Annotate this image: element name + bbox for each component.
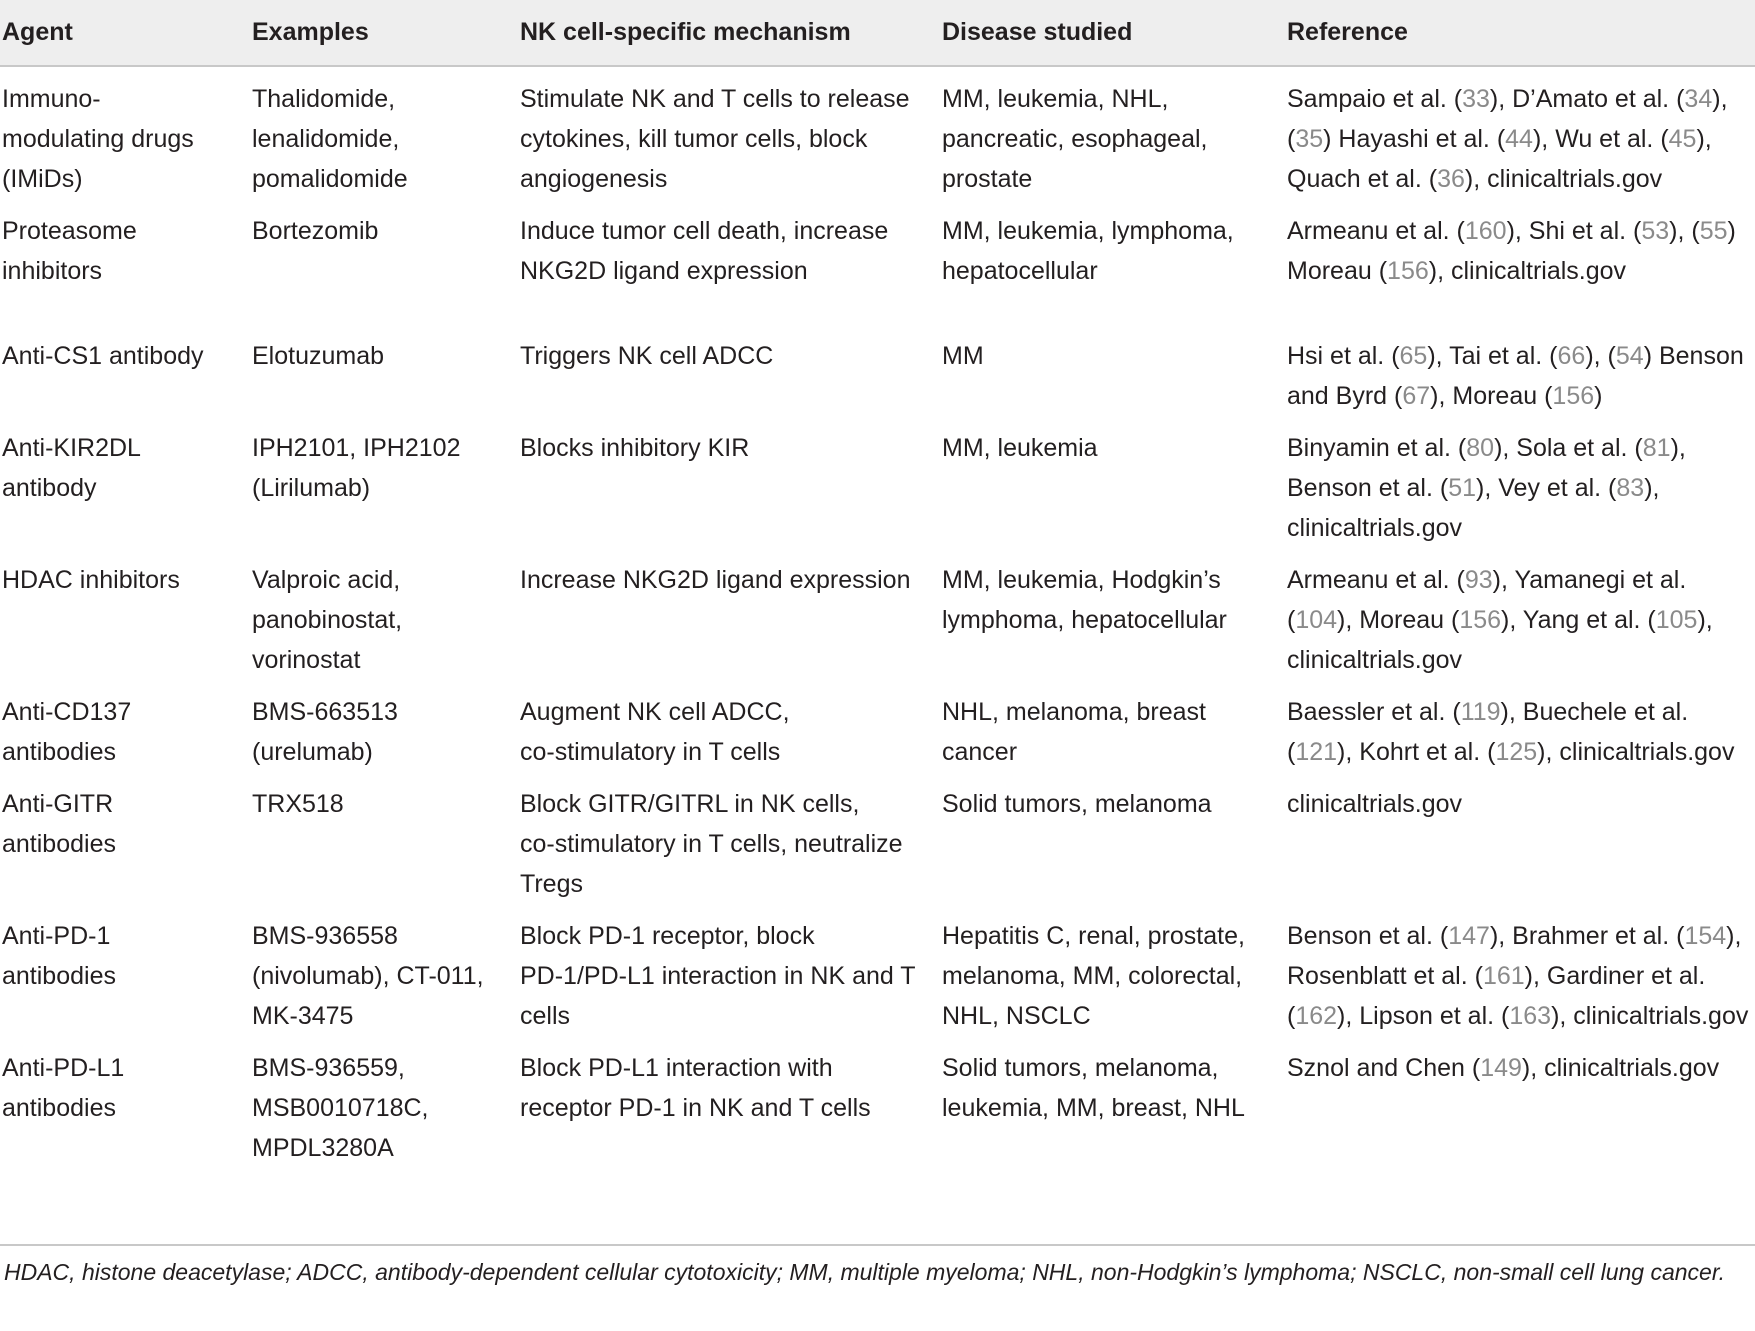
reference-text: Baessler et al. (119), Buechele et al. (121), Kohrt et al. (125), clinicaltrials.gov <box>1287 698 1735 766</box>
examples-cell <box>252 548 520 680</box>
disease-text: Solid tumors, melanoma, leukemia, MM, breast, NHL <box>942 1054 1245 1122</box>
agent-text: Anti-KIR2DL antibody <box>2 434 141 502</box>
citation-number[interactable]: 55 <box>1699 217 1728 245</box>
citation-number[interactable]: 154 <box>1684 922 1727 950</box>
mechanism-text: Block PD-1 receptor, block PD-1/PD-L1 interaction in NK and T cells <box>520 922 916 1030</box>
examples-cell <box>252 66 520 199</box>
examples-cell <box>252 1036 520 1168</box>
table-row <box>0 66 1755 199</box>
examples-cell <box>252 199 520 324</box>
examples-text: BMS-936559, MSB0010718C, MPDL3280A <box>252 1054 429 1162</box>
examples-cell <box>252 324 520 416</box>
disease-cell <box>942 680 1287 772</box>
reference-text: Sznol and Chen (149), clinicaltrials.gov <box>1287 1054 1720 1082</box>
mechanism-text: Blocks inhibitory KIR <box>520 434 750 462</box>
agent-text: Immuno- modulating drugs (IMiDs) <box>2 85 194 193</box>
disease-text: MM, leukemia <box>942 434 1098 462</box>
disease-cell <box>942 548 1287 680</box>
disease-text: Hepatitis C, renal, prostate, melanoma, MM, colorectal, NHL, NSCLC <box>942 922 1245 1030</box>
footnote-divider <box>0 1244 1755 1246</box>
citation-number[interactable]: 53 <box>1641 217 1670 245</box>
mechanism-cell <box>520 904 942 1036</box>
mechanism-text: Induce tumor cell death, increase NKG2D ligand expression <box>520 217 889 285</box>
table-header-row <box>0 0 1755 66</box>
reference-text: Binyamin et al. (80), Sola et al. (81), Benson et al. (51), Vey et al. (83), clinicaltrials.gov <box>1287 434 1686 542</box>
agent-text: Anti-GITR antibodies <box>2 790 116 858</box>
reference-cell <box>1287 199 1755 324</box>
reference-text: Hsi et al. (65), Tai et al. (66), (54) Benson and Byrd (67), Moreau (156) <box>1287 342 1744 410</box>
mechanism-text: Block GITR/GITRL in NK cells, co-stimulatory in T cells, neutralize Tregs <box>520 790 903 898</box>
reference-text: Armeanu et al. (93), Yamanegi et al. (104), Moreau (156), Yang et al. (105), clinicaltrials.gov <box>1287 566 1713 674</box>
citation-number[interactable]: 81 <box>1642 434 1671 462</box>
mechanism-cell <box>520 548 942 680</box>
table-row <box>0 548 1755 680</box>
mechanism-text: Stimulate NK and T cells to release cytokines, kill tumor cells, block angiogenesis <box>520 85 910 193</box>
citation-number[interactable]: 156 <box>1552 382 1595 410</box>
mechanism-text: Increase NKG2D ligand expression <box>520 566 911 594</box>
agent-text: Anti-CD137 antibodies <box>2 698 132 766</box>
disease-cell <box>942 199 1287 324</box>
mechanism-cell <box>520 324 942 416</box>
disease-text: MM, leukemia, Hodgkin’s lymphoma, hepatocellular <box>942 566 1227 634</box>
mechanism-cell <box>520 1036 942 1168</box>
table-row <box>0 324 1755 416</box>
table-row <box>0 680 1755 772</box>
examples-text: BMS-663513 (urelumab) <box>252 698 398 766</box>
citation-number[interactable]: 161 <box>1482 962 1525 990</box>
reference-cell <box>1287 680 1755 772</box>
disease-cell <box>942 66 1287 199</box>
disease-text: MM <box>942 342 984 370</box>
reference-cell <box>1287 1036 1755 1168</box>
citation-number[interactable]: 36 <box>1437 165 1465 193</box>
mechanism-cell <box>520 772 942 904</box>
examples-text: BMS-936558 (nivolumab), CT-011, MK-3475 <box>252 922 484 1030</box>
reference-cell <box>1287 66 1755 199</box>
citation-number[interactable]: 35 <box>1295 125 1324 153</box>
examples-cell <box>252 416 520 548</box>
header-mechanism: NK cell-specific mechanism <box>520 0 942 66</box>
agent-cell <box>0 1036 252 1168</box>
table-row <box>0 1036 1755 1168</box>
disease-cell <box>942 416 1287 548</box>
agent-cell <box>0 66 252 199</box>
reference-cell <box>1287 548 1755 680</box>
disease-cell <box>942 904 1287 1036</box>
citation-number[interactable]: 93 <box>1464 566 1493 594</box>
mechanism-text: Triggers NK cell ADCC <box>520 342 774 370</box>
mechanism-text: Block PD-L1 interaction with receptor PD-1 in NK and T cells <box>520 1054 871 1122</box>
disease-cell <box>942 1036 1287 1168</box>
disease-text: MM, leukemia, NHL, pancreatic, esophageal, prostate <box>942 85 1208 193</box>
agent-cell <box>0 904 252 1036</box>
agent-text: HDAC inhibitors <box>2 566 180 594</box>
mechanism-cell <box>520 199 942 324</box>
citation-number[interactable]: 80 <box>1466 434 1495 462</box>
reference-text: Benson et al. (147), Brahmer et al. (154), Rosenblatt et al. (161), Gardiner et al. (162), Lipson et al. (163), clinicaltrials.gov <box>1287 922 1749 1030</box>
mechanism-cell <box>520 680 942 772</box>
citation-number[interactable]: 125 <box>1495 738 1538 766</box>
reference-text: clinicaltrials.gov <box>1287 790 1463 818</box>
mechanism-cell <box>520 66 942 199</box>
citation-number[interactable]: 147 <box>1448 922 1490 950</box>
mechanism-text: Augment NK cell ADCC, co-stimulatory in T cells <box>520 698 790 766</box>
citation-number[interactable]: 34 <box>1684 85 1713 113</box>
agent-cell <box>0 199 252 324</box>
reference-cell <box>1287 416 1755 548</box>
agent-cell <box>0 772 252 904</box>
examples-text: IPH2101, IPH2102 (Lirilumab) <box>252 434 461 502</box>
citation-number[interactable]: 121 <box>1295 738 1338 766</box>
agent-cell <box>0 548 252 680</box>
agent-text: Proteasome inhibitors <box>2 217 137 285</box>
citation-number[interactable]: 65 <box>1399 342 1428 370</box>
agent-cell <box>0 324 252 416</box>
reference-text: Sampaio et al. (33), D’Amato et al. (34), (35) Hayashi et al. (44), Wu et al. (45), Quach et al. (36), clinicaltrials.gov <box>1287 85 1728 193</box>
citation-number[interactable]: 162 <box>1295 1002 1338 1030</box>
disease-text: Solid tumors, melanoma <box>942 790 1212 818</box>
table-body <box>0 66 1755 1168</box>
agent-text: Anti-CS1 antibody <box>2 342 204 370</box>
citation-number[interactable]: 67 <box>1402 382 1431 410</box>
citation-number[interactable]: 104 <box>1295 606 1338 634</box>
table-row <box>0 904 1755 1036</box>
examples-text: Valproic acid, panobinostat, vorinostat <box>252 566 403 674</box>
examples-text: Elotuzumab <box>252 342 385 370</box>
citation-number[interactable]: 119 <box>1460 698 1501 726</box>
reference-cell <box>1287 904 1755 1036</box>
disease-cell <box>942 772 1287 904</box>
disease-cell <box>942 324 1287 416</box>
agent-cell <box>0 416 252 548</box>
examples-text: Thalidomide, lenalidomide, pomalidomide <box>252 85 408 193</box>
citation-number[interactable]: 105 <box>1655 606 1698 634</box>
examples-text: Bortezomib <box>252 217 379 245</box>
header-examples: Examples <box>252 0 520 66</box>
reference-cell <box>1287 772 1755 904</box>
examples-text: TRX518 <box>252 790 344 818</box>
citation-number[interactable]: 156 <box>1387 257 1429 285</box>
agent-text: Anti-PD-1 antibodies <box>2 922 116 990</box>
citation-number[interactable]: 160 <box>1464 217 1507 245</box>
table-row <box>0 416 1755 548</box>
agent-cell <box>0 680 252 772</box>
examples-cell <box>252 680 520 772</box>
citation-number[interactable]: 51 <box>1448 474 1477 502</box>
table-row <box>0 772 1755 904</box>
reference-cell <box>1287 324 1755 416</box>
header-agent: Agent <box>0 0 252 66</box>
citation-number[interactable]: 156 <box>1459 606 1502 634</box>
citation-number[interactable]: 44 <box>1505 125 1533 153</box>
citation-number[interactable]: 163 <box>1509 1002 1552 1030</box>
disease-text: MM, leukemia, lymphoma, hepatocellular <box>942 217 1234 285</box>
citation-number[interactable]: 83 <box>1616 474 1645 502</box>
examples-cell <box>252 904 520 1036</box>
header-reference: Reference <box>1287 0 1755 66</box>
citation-number[interactable]: 45 <box>1668 125 1697 153</box>
mechanism-cell <box>520 416 942 548</box>
examples-cell <box>252 772 520 904</box>
header-disease: Disease studied <box>942 0 1287 66</box>
citation-number[interactable]: 33 <box>1462 85 1490 113</box>
agent-text: Anti-PD-L1 antibodies <box>2 1054 125 1122</box>
disease-text: NHL, melanoma, breast cancer <box>942 698 1207 766</box>
citation-number[interactable]: 149 <box>1480 1054 1522 1082</box>
citation-number[interactable]: 66 <box>1557 342 1586 370</box>
table-footnote: HDAC, histone deacetylase; ADCC, antibody-dependent cellular cytotoxicity; MM, multiple myeloma; NHL, non-Hodgkin’s lymphoma; NSCLC, non-small cell lung cancer. <box>4 1259 1726 1285</box>
table-row <box>0 199 1755 324</box>
citation-number[interactable]: 54 <box>1615 342 1644 370</box>
reference-text: Armeanu et al. (160), Shi et al. (53), (55) Moreau (156), clinicaltrials.gov <box>1287 217 1736 285</box>
